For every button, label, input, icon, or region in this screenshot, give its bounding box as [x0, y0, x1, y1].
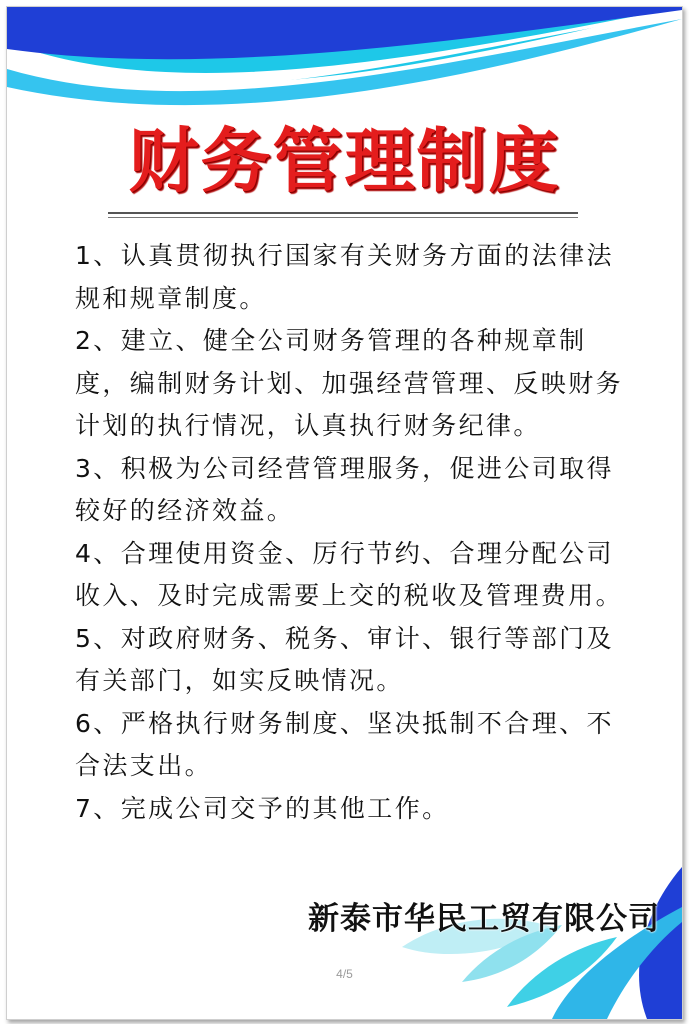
page-title: 财务管理制度: [128, 120, 561, 202]
title-underline-thin: [108, 217, 578, 218]
regulation-item-1: 1、认真贯彻执行国家有关财务方面的法律法规和规章制度。: [75, 241, 614, 313]
company-name: 新泰市华民工贸有限公司: [308, 901, 660, 937]
regulation-item-3: 3、积极为公司经营管理服务，促进公司取得较好的经济效益。: [75, 453, 614, 525]
regulation-item-2: 2、建立、健全公司财务管理的各种规章制度，编制财务计划、加强经营管理、反映财务计划的执行情况，认真执行财务纪律。: [75, 326, 624, 440]
title-underline: [108, 212, 578, 214]
regulation-item-4: 4、合理使用资金、厉行节约、合理分配公司收入、及时完成需要上交的税收及管理费用。: [75, 538, 624, 610]
regulation-item-6: 6、严格执行财务制度、坚决抵制不合理、不合法支出。: [75, 708, 614, 780]
regulation-list: [75, 235, 631, 830]
poster-page: [6, 6, 683, 1020]
page-number: 4/5: [336, 967, 353, 981]
regulation-item-7: 7、完成公司交予的其他工作。: [75, 793, 450, 823]
regulation-item-5: 5、对政府财务、税务、审计、银行等部门及有关部门，如实反映情况。: [75, 623, 614, 695]
